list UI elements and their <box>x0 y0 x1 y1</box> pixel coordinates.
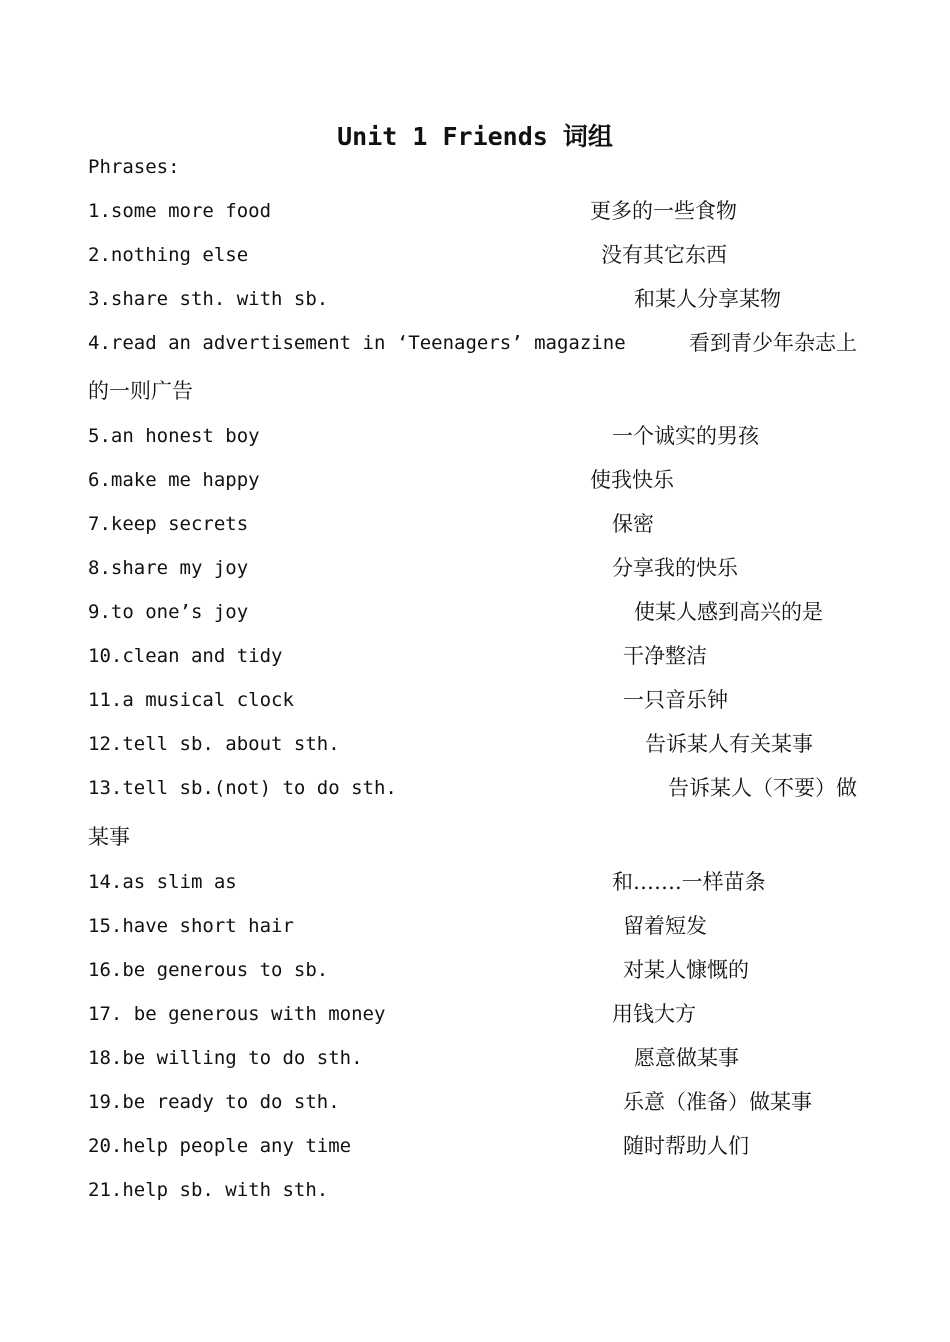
phrase-english: 19.be ready to do sth. <box>88 1091 340 1113</box>
phrase-english: 10.clean and tidy <box>88 645 283 667</box>
phrase-row <box>88 955 749 985</box>
phrase-chinese: 告诉某人有关某事 <box>645 732 813 756</box>
phrase-row <box>88 196 737 226</box>
phrase-chinese: 使我快乐 <box>590 468 674 492</box>
phrase-chinese: 和某人分享某物 <box>634 287 781 311</box>
phrase-english: 18.be willing to do sth. <box>88 1047 363 1069</box>
phrase-row <box>88 1175 329 1205</box>
phrase-row <box>88 773 857 803</box>
phrase-english: 16.be generous to sb. <box>88 959 329 981</box>
phrase-chinese: 随时帮助人们 <box>623 1134 749 1158</box>
phrase-row <box>88 867 766 897</box>
phrase-english: 15.have short hair <box>88 915 294 937</box>
phrase-row <box>88 597 823 627</box>
phrase-english: 21.help sb. with sth. <box>88 1179 329 1201</box>
phrase-chinese: 对某人慷慨的 <box>623 958 749 982</box>
phrase-chinese: 看到青少年杂志上 <box>689 331 857 355</box>
phrase-row <box>88 553 738 583</box>
phrase-row <box>88 509 654 539</box>
phrase-chinese-continued: 的一则广告 <box>88 379 193 403</box>
phrase-chinese-continued: 某事 <box>88 825 130 849</box>
phrase-row <box>88 465 674 495</box>
document-title: Unit 1 Friends 词组 <box>337 122 613 151</box>
phrase-row <box>88 284 781 314</box>
phrase-chinese: 没有其它东西 <box>601 243 727 267</box>
phrase-english: 9.to one’s joy <box>88 601 249 623</box>
phrase-english: 2.nothing else <box>88 244 249 266</box>
phrase-english: 4.read an advertisement in ‘Teenagers’ magazine <box>88 332 626 354</box>
phrase-row <box>88 1043 739 1073</box>
phrase-english: 11.a musical clock <box>88 689 294 711</box>
phrase-english: 17. be generous with money <box>88 1003 386 1025</box>
phrase-english: 1.some more food <box>88 200 272 222</box>
phrase-chinese: 保密 <box>612 512 654 536</box>
phrase-row <box>88 911 707 941</box>
phrase-chinese: 使某人感到高兴的是 <box>634 600 823 624</box>
phrase-english: 20.help people any time <box>88 1135 352 1157</box>
phrase-chinese: 一个诚实的男孩 <box>612 424 759 448</box>
phrase-row <box>88 328 857 358</box>
phrase-english: 13.tell sb.(not) to do sth. <box>88 777 397 799</box>
phrase-english: 8.share my joy <box>88 557 249 579</box>
phrases-label: Phrases: <box>88 156 180 178</box>
phrase-row <box>88 729 813 759</box>
phrase-chinese: 留着短发 <box>623 914 707 938</box>
phrase-row <box>88 1131 749 1161</box>
phrase-english: 5.an honest boy <box>88 425 260 447</box>
phrase-english: 3.share sth. with sb. <box>88 288 329 310</box>
phrase-chinese: 分享我的快乐 <box>612 556 738 580</box>
phrase-chinese: 更多的一些食物 <box>590 199 737 223</box>
phrase-chinese: 一只音乐钟 <box>623 688 728 712</box>
phrase-row <box>88 685 728 715</box>
phrase-row <box>88 240 727 270</box>
phrase-chinese: 干净整洁 <box>623 644 707 668</box>
phrase-row <box>88 421 759 451</box>
phrase-chinese: 愿意做某事 <box>634 1046 739 1070</box>
phrase-chinese: 乐意（准备）做某事 <box>623 1090 812 1114</box>
phrase-row <box>88 999 696 1029</box>
phrase-chinese: 告诉某人（不要）做 <box>668 776 857 800</box>
phrase-row <box>88 641 707 671</box>
phrase-row <box>88 1087 812 1117</box>
phrase-english: 14.as slim as <box>88 871 237 893</box>
phrase-english: 12.tell sb. about sth. <box>88 733 340 755</box>
phrase-english: 7.keep secrets <box>88 513 249 535</box>
phrase-chinese: 用钱大方 <box>612 1002 696 1026</box>
phrase-english: 6.make me happy <box>88 469 260 491</box>
phrase-chinese: 和…….一样苗条 <box>612 870 766 894</box>
